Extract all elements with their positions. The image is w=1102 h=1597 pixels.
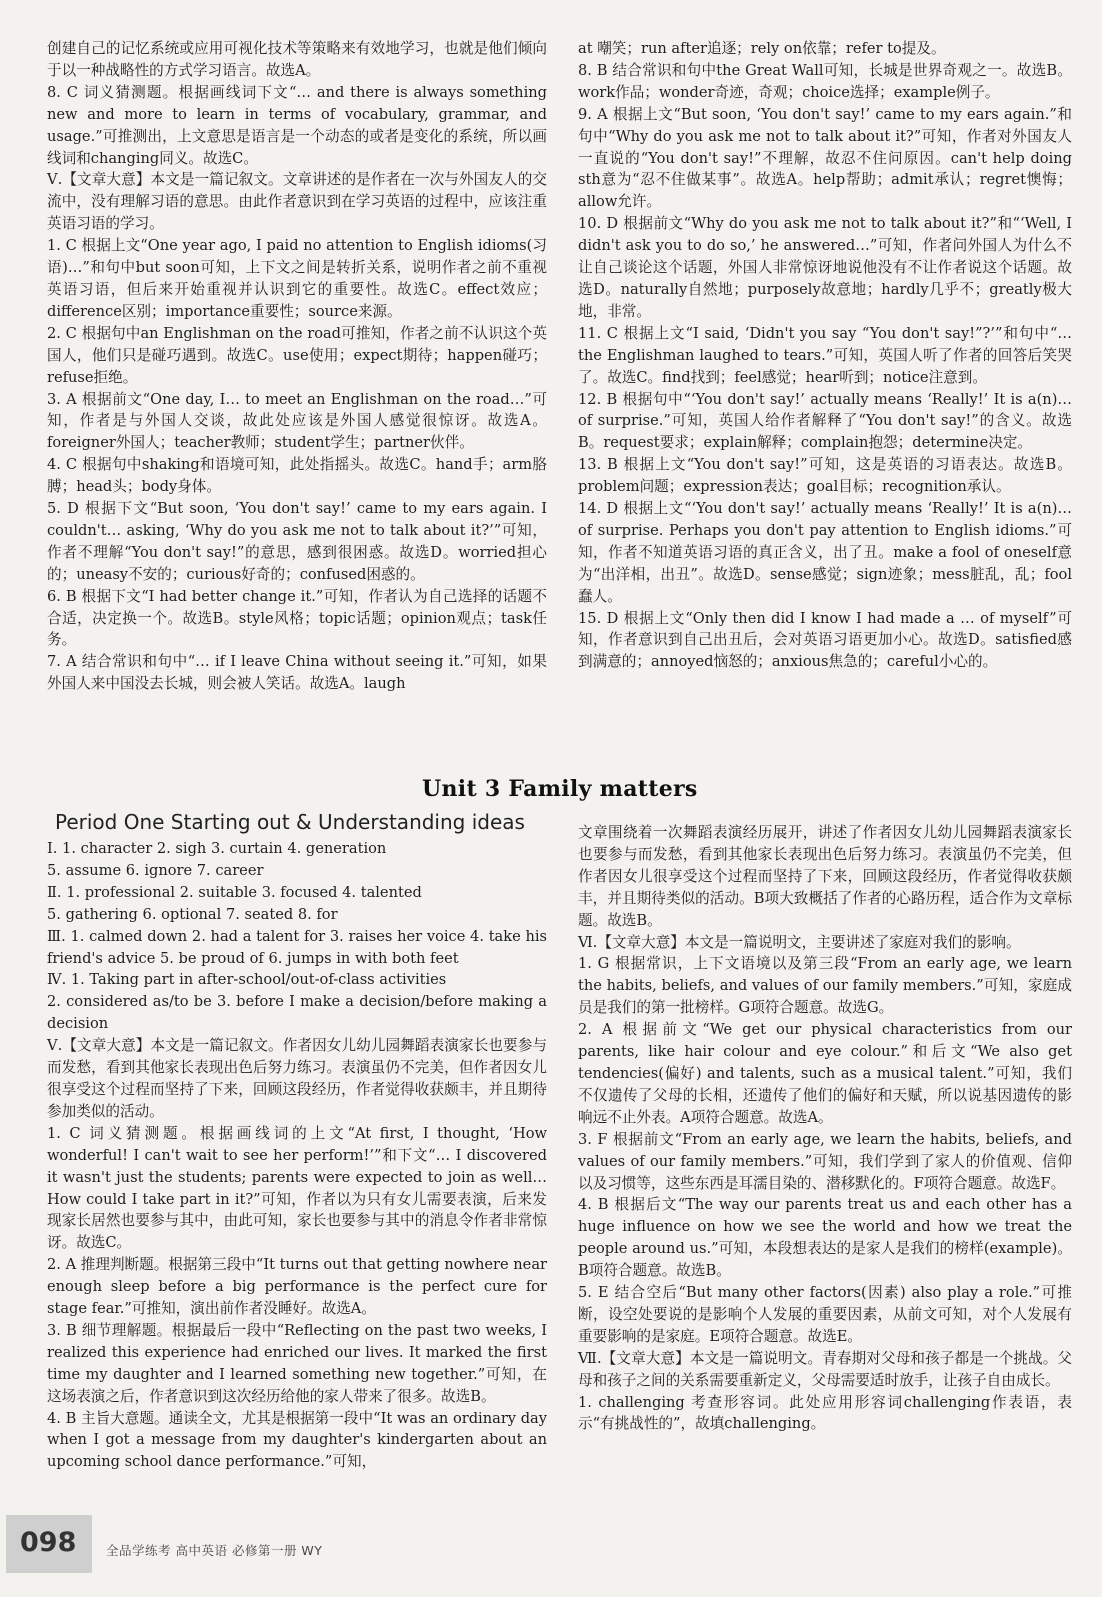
- answer-paragraph: Ⅰ. 1. character 2. sigh 3. curtain 4. generation: [47, 840, 387, 857]
- answer-paragraph: Ⅵ.【文章大意】本文是一篇说明文，主要讲述了家庭对我们的影响。: [578, 933, 1021, 951]
- answer-paragraph: 文章围绕着一次舞蹈表演经历展开，讲述了作者因女儿幼儿园舞蹈表演家长也要参与而发愁，看到其他家长表现出色后努力练习。表演虽仍不完美，但作者因女儿很享受这个过程而坚持了下来，回顾这段经历，作者觉得收获颇丰，并且期待类似的活动。B项大致概括了作者的心路历程，适合作为文章标题。故选B。: [578, 824, 1072, 929]
- answer-paragraph: Ⅶ.【文章大意】本文是一篇说明文。青春期对父母和孩子都是一个挑战。父母和孩子之间的关系需要重新定义，父母需要适时放手，让孩子自由成长。: [578, 1349, 1072, 1389]
- period-title: Period One Starting out & Understanding ideas: [55, 810, 525, 834]
- answer-paragraph: 2. A 推理判断题。根据第三段中“It turns out that getting nowhere near enough sleep before a big performance is the perfect cure for stage fear.”可推知，演出前作者没睡好。故选A。: [47, 1256, 547, 1318]
- answer-paragraph: 6. B 根据下文“I had better change it.”可知，作者认为自己选择的话题不合适，决定换一个。故选B。style风格；topic话题；opinion观点；task任务。: [47, 587, 547, 649]
- answer-paragraph: 4. C 根据句中shaking和语境可知，此处指摇头。故选C。hand手；arm胳膊；head头；body身体。: [47, 456, 547, 496]
- book-info: 全品学练考 高中英语 必修第一册 WY: [106, 1543, 323, 1558]
- answer-paragraph: 12. B 根据句中“‘You don't say!’ actually means ‘Really!’ It is a(n)… of surprise.”可知，英国人给作者解释了“You don't say!”的含义。故选B。request要求；explain解释；complain抱怨；determine决定。: [578, 390, 1072, 452]
- answer-paragraph: 8. C 词义猜测题。根据画线词下文“… and there is always something new and more to learn in terms of vocabulary, grammar, and usage.”可推测出，上文意思是语言是一个动态的或者是变化的系统，所以画线词和changing同义。故选C。: [47, 83, 547, 167]
- answer-paragraph: 1. challenging 考查形容词。此处应用形容词challenging作表语，表示“有挑战性的”，故填challenging。: [578, 1393, 1072, 1433]
- answer-paragraph: Ⅲ. 1. calmed down 2. had a talent for 3. raises her voice 4. take his friend's advice 5. be proud of 6. jumps in with both feet: [47, 927, 547, 967]
- answer-paragraph: 3. F 根据前文“From an early age, we learn the habits, beliefs, and values of our family members.”可知，我们学到了家人的价值观、信仰以及习惯等，这些东西是耳濡目染的、潜移默化的。F项符合题意。故选F。: [578, 1130, 1072, 1192]
- answer-paragraph: 14. D 根据上文“‘You don't say!’ actually means ‘Really!’ It is a(n)… of surprise. Perhaps you don't pay attention to English idioms.”可知，作者不知道英语习语的真正含义，出了丑。make a fool of oneself意为“出洋相，出丑”。故选D。sense感觉；sign迹象；mess脏乱，乱；fool蠢人。: [578, 500, 1072, 605]
- answer-paragraph: 创建自己的记忆系统或应用可视化技术等策略来有效地学习，也就是他们倾向于以一种战略性的方式学习语言。故选A。: [47, 40, 547, 79]
- right-column: [578, 38, 1072, 673]
- left-column: [47, 38, 547, 695]
- answer-paragraph: 5. assume 6. ignore 7. career: [47, 861, 264, 879]
- answer-paragraph: 1. C 词义猜测题。根据画线词的上文“At first, I thought, ‘How wonderful! I can't wait to see her perform!’”和下文“… I discovered it wasn't just the students; parents were expected to join as well… How could I take part in it?”可知，作者以为只有女儿需要表演，后来发现家长居然也要参与其中，由此可知，家长也要参与其中的消息令作者非常惊讶。故选C。: [47, 1124, 547, 1252]
- answer-paragraph: 2. considered as/to be 3. before I make a decision/before making a decision: [47, 993, 547, 1033]
- page-number: 098: [20, 1527, 77, 1558]
- unit-title: Unit 3 Family matters: [422, 776, 698, 802]
- answer-paragraph: Ⅱ. 1. professional 2. suitable 3. focused 4. talented: [47, 883, 422, 901]
- answer-paragraph: 11. C 根据上文“I said, ‘Didn't you say “You don't say!”?’”和句中“… the Englishman laughed to tears.”可知，英国人听了作者的回答后笑哭了。故选C。find找到；feel感觉；hear听到；notice注意到。: [578, 324, 1072, 386]
- right-lower-column: [578, 822, 1072, 1435]
- answer-paragraph: 1. G 根据常识，上下文语境以及第三段“From an early age, we learn the habits, beliefs, and values of our family members.”可知，家庭成员是我们的第一批榜样。G项符合题意。故选G。: [578, 955, 1072, 1017]
- answer-paragraph: Ⅴ.【文章大意】本文是一篇记叙文。作者因女儿幼儿园舞蹈表演家长也要参与而发愁，看到其他家长表现出色后努力练习。表演虽仍不完美，但作者因女儿很享受这个过程而坚持了下来，回顾这段经历，作者觉得收获颇丰，并且期待参加类似的活动。: [47, 1037, 547, 1120]
- answer-paragraph: 8. B 结合常识和句中the Great Wall可知，长城是世界奇观之一。故选B。work作品；wonder奇迹，奇观；choice选择；example例子。: [578, 61, 1072, 101]
- left-lower-column: [47, 838, 547, 1473]
- answer-paragraph: 9. A 根据上文“But soon, ‘You don't say!’ came to my ears again.”和句中“Why do you ask me not to talk about it?”可知，作者对外国友人一直说的“You don't say!”不理解，故忍不住问原因。can't help doing sth意为“忍不住做某事”。故选A。help帮助；admit承认；regret懊悔；allow允许。: [578, 105, 1072, 211]
- answer-paragraph: 5. D 根据下文“But soon, ‘You don't say!’ came to my ears again. I couldn't… asking, ‘Why do you ask me not to talk about it?’”可知，作者不理解“You don't say!”的意思，感到很困惑。故选D。worried担心的；uneasy不安的；curious好奇的；confused困惑的。: [47, 500, 547, 583]
- answer-paragraph: 2. A 根据前文“We get our physical characteristics from our parents, like hair colour and eye colour.”和后文“We also get tendencies(偏好) and talents, such as a musical talent.”可知，我们不仅遗传了父母的长相，还遗传了他们的偏好和天赋，所以说基因遗传的影响远不止外表。A项符合题意。故选A。: [578, 1021, 1072, 1126]
- answer-paragraph: 4. B 主旨大意题。通读全文，尤其是根据第一段中“It was an ordinary day when I got a message from my daughter's kindergarten about an upcoming school dance performance.”可知，: [47, 1409, 547, 1471]
- answer-paragraph: 1. C 根据上文“One year ago, I paid no attention to English idioms(习语)…”和句中but soon可知，上下文之间是转折关系，说明作者之前不重视英语习语，但后来开始重视并认识到它的重要性。故选C。effect效应；difference区别；importance重要性；source来源。: [47, 237, 547, 320]
- answer-paragraph: 3. B 细节理解题。根据最后一段中“Reflecting on the past two weeks, I realized this experience had enriched our lives. It marked the first time my daughter and I learned something new together.”可知，在这场表演之后，作者意识到这次经历给他的家人带来了很多。故选B。: [47, 1321, 547, 1405]
- answer-paragraph: 10. D 根据前文“Why do you ask me not to talk about it?”和“‘Well, I didn't ask you to do so,’ he answered…”可知，作者问外国人为什么不让自己谈论这个话题，外国人非常惊讶地说他没有不让作者说这个话题。故选D。naturally自然地；purposely故意地；hardly几乎不；greatly极大地，非常。: [578, 215, 1072, 320]
- page-number-box: [6, 1515, 92, 1573]
- answer-paragraph: 13. B 根据上文“You don't say!”可知，这是英语的习语表达。故选B。problem问题；expression表达；goal目标；recognition承认。: [578, 456, 1072, 496]
- answer-paragraph: 5. E 结合空后“But many other factors(因素) also play a role.”可推断，设空处要说的是影响个人发展的重要因素，从前文可知，对个人发展有重要影响的是家庭。E项符合题意。故选E。: [578, 1284, 1072, 1345]
- answer-paragraph: 5. gathering 6. optional 7. seated 8. for: [47, 905, 338, 923]
- answer-paragraph: 15. D 根据上文“Only then did I know I had made a … of myself”可知，作者意识到自己出丑后，会对英语习语更加小心。故选D。satisfied感到满意的；annoyed恼怒的；anxious焦急的；careful小心的。: [578, 609, 1072, 671]
- answer-paragraph: at 嘲笑；run after追逐；rely on依靠；refer to提及。: [578, 40, 946, 57]
- answer-paragraph: 3. A 根据前文“One day, I… to meet an Englishman on the road…”可知，作者是与外国人交谈，故此处应该是外国人感觉很惊讶。故选A。foreigner外国人；teacher教师；student学生；partner伙伴。: [47, 390, 547, 452]
- answer-paragraph: 2. C 根据句中an Englishman on the road可推知，作者之前不认识这个英国人，他们只是碰巧遇到。故选C。use使用；expect期待；happen碰巧；refuse拒绝。: [47, 324, 547, 386]
- answer-paragraph: 4. B 根据后文“The way our parents treat us and each other has a huge influence on how we see the world and how we treat the people around us.”可知，本段想表达的是家人是我们的榜样(example)。B项符合题意。故选B。: [578, 1196, 1072, 1280]
- answer-paragraph: Ⅴ.【文章大意】本文是一篇记叙文。文章讲述的是作者在一次与外国友人的交流中，没有理解习语的意思。由此作者意识到在学习英语的过程中，应该注重英语习语的学习。: [47, 171, 547, 233]
- answer-paragraph: 7. A 结合常识和句中“… if I leave China without seeing it.”可知，如果外国人来中国没去长城，则会被人笑话。故选A。laugh: [47, 653, 547, 693]
- answer-paragraph: Ⅳ. 1. Taking part in after-school/out-of-class activities: [47, 971, 447, 989]
- page-footer: [0, 1515, 1102, 1597]
